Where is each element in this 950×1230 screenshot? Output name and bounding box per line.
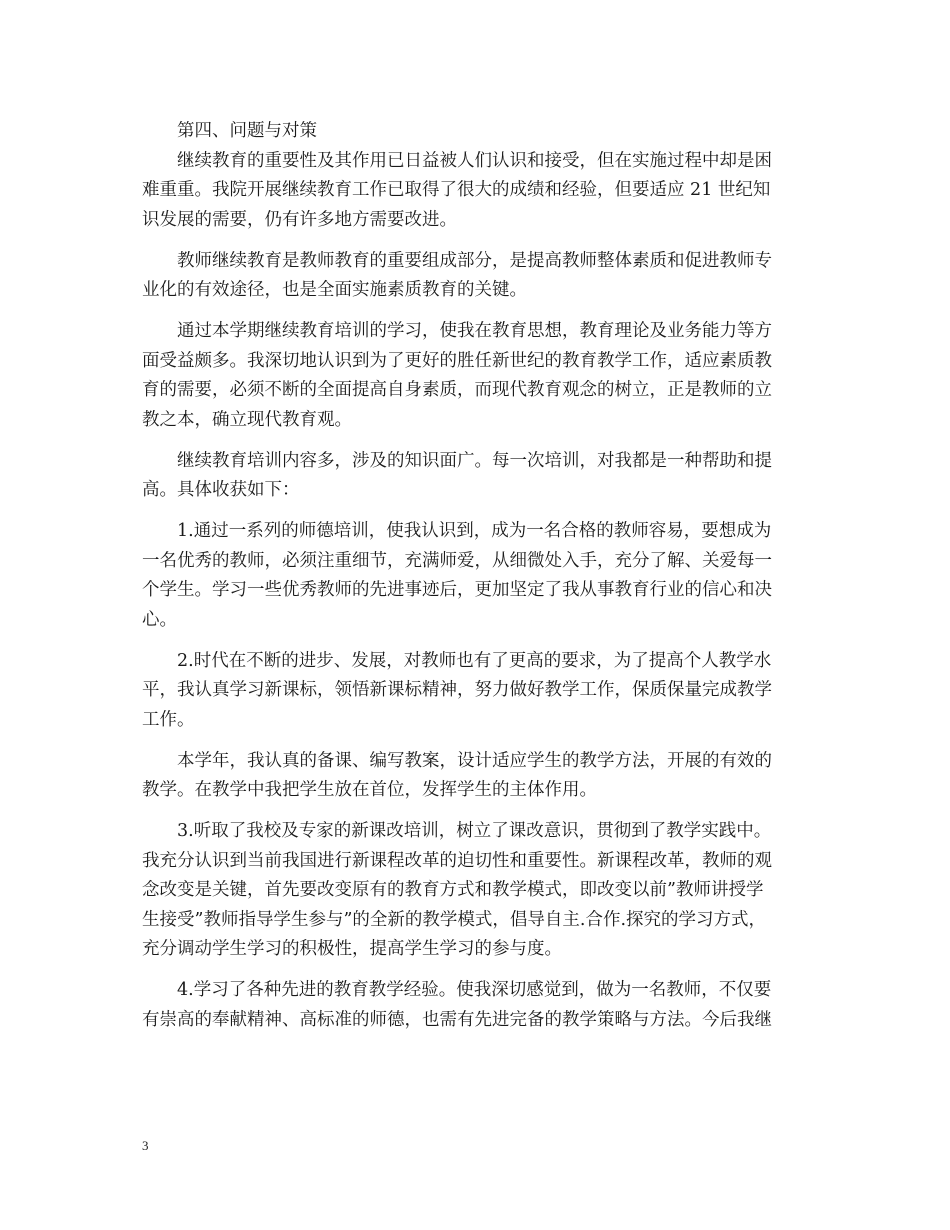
paragraph-spacer: [142, 235, 814, 247]
text-line: 育的需要，必须不断的全面提高自身素质，而现代教育观念的树立，正是教师的立: [142, 380, 772, 400]
text-line: 继续教育培训内容多，涉及的知识面广。每一次培训，对我都是一种帮助和提: [177, 450, 772, 471]
text-line: 高。具体收获如下：: [142, 480, 300, 500]
text-line: 个学生。学习一些优秀教师的先进事迹后，更加坚定了我从事教育行业的信心和决: [142, 580, 772, 600]
text-line: 难重重。我院开展继续教育工作已取得了很大的成绩和经验，但要适应 21 世纪知: [142, 180, 771, 200]
text-line: 教学。在教学中我把学生放在首位，发挥学生的主体作用。: [142, 780, 597, 800]
paragraph-list: [142, 147, 814, 1036]
paragraph-spacer: [142, 806, 814, 818]
paragraph-spacer: [142, 735, 814, 747]
paragraph-spacer: [142, 435, 814, 447]
text-line: 充分调动学生学习的积极性，提高学生学习的参与度。: [142, 939, 562, 959]
paragraph: [142, 147, 814, 236]
section-heading: 第四、问题与对策: [177, 121, 317, 141]
text-line: 工作。: [142, 709, 195, 730]
text-line: 本学年，我认真的备课、编写教案，设计适应学生的教学方法，开展的有效的: [177, 750, 772, 771]
text-line: 3.听取了我校及专家的新课改培训，树立了课改意识，贯彻到了教学实践中。: [177, 821, 772, 841]
paragraph: [142, 976, 814, 1035]
text-line: 面受益颇多。我深切地认识到为了更好的胜任新世纪的教育教学工作，适应素质教: [142, 350, 772, 371]
text-line: 4.学习了各种先进的教育教学经验。使我深切感觉到，做为一名教师，不仅要: [177, 980, 772, 1000]
text-line: 有崇高的奉献精神、高标准的师德，也需有先进完备的教学策略与方法。今后我继: [142, 1009, 772, 1030]
paragraph: [142, 647, 814, 736]
text-line: 识发展的需要，仍有许多地方需要改进。: [142, 209, 457, 230]
text-line: 继续教育的重要性及其作用已日益被人们认识和接受，但在实施过程中却是困: [177, 150, 772, 171]
text-line: 通过本学期继续教育培训的学习，使我在教育思想，教育理论及业务能力等方: [177, 321, 772, 341]
paragraph-spacer: [142, 635, 814, 647]
text-line: 生接受”教师指导学生参与”的全新的教学模式，倡导自主.合作.探究的学习方式，: [142, 909, 767, 930]
document-body: [142, 117, 814, 1035]
text-line: 我充分认识到当前我国进行新课程改革的迫切性和重要性。新课程改革，教师的观: [142, 850, 772, 871]
page-number: 3: [142, 1138, 149, 1153]
paragraph: [142, 817, 814, 965]
paragraph: [142, 447, 814, 506]
text-line: 1.通过一系列的师德培训，使我认识到，成为一名合格的教师容易，要想成为: [177, 521, 772, 541]
paragraph: [142, 517, 814, 635]
text-line: 平，我认真学习新课标，领悟新课标精神，努力做好教学工作，保质保量完成教学: [142, 680, 772, 700]
paragraph-spacer: [142, 306, 814, 318]
text-line: 一名优秀的教师，必须注重细节，充满师爱，从细微处入手，充分了解、关爱每一: [142, 550, 772, 571]
paragraph: [142, 247, 814, 306]
text-line: 业化的有效途径，也是全面实施素质教育的关键。: [142, 280, 527, 300]
text-line: 念改变是关键，首先要改变原有的教育方式和教学模式，即改变以前”教师讲授学: [142, 880, 764, 900]
text-line: 教之本，确立现代教育观。: [142, 409, 352, 430]
paragraph: [142, 317, 814, 435]
paragraph: [142, 747, 814, 806]
text-line: 2.时代在不断的进步、发展，对教师也有了更高的要求，为了提高个人教学水: [177, 650, 772, 671]
paragraph-spacer: [142, 506, 814, 518]
text-line: 心。: [142, 609, 177, 630]
text-line: 教师继续教育是教师教育的重要组成部分，是提高教师整体素质和促进教师专: [177, 250, 772, 271]
paragraph-spacer: [142, 965, 814, 977]
